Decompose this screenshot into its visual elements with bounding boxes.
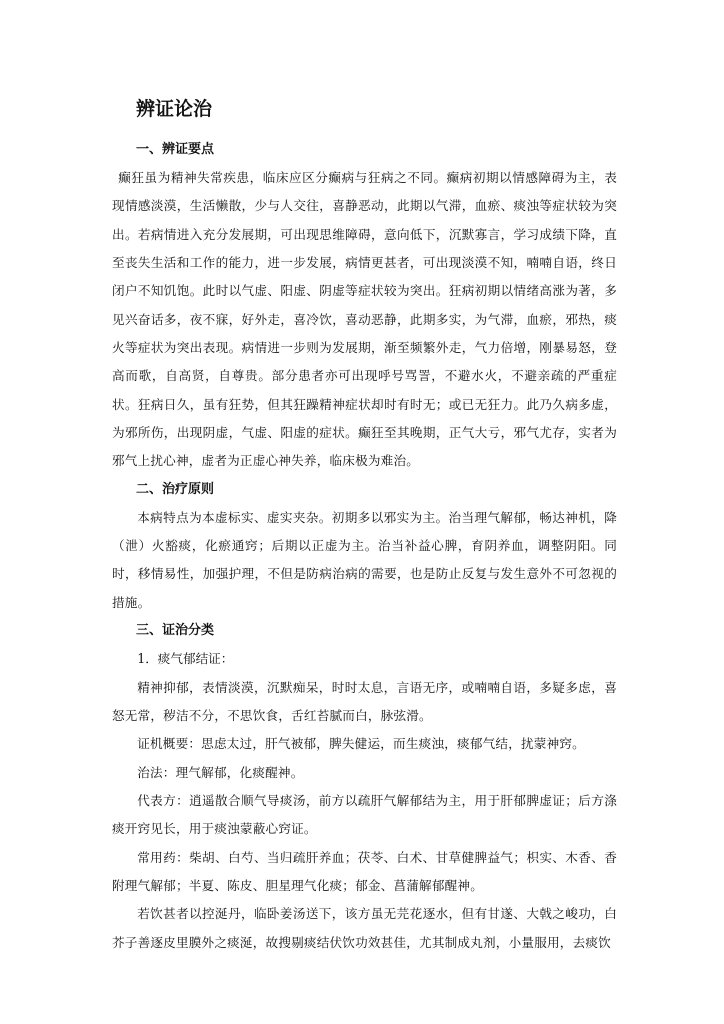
paragraph-symptoms: 精神抑郁，表情淡漠，沉默痴呆，时时太息，言语无序，或喃喃自语，多疑多虑，喜怒无常，秽洁不分，不思饮食，舌红苔腻而白，脉弦滑。 bbox=[112, 679, 617, 723]
paragraph-pathogenesis: 证机概要：思虑太过，肝气被郁，脾失健运，而生痰浊，痰郁气结，扰蒙神窍。 bbox=[137, 736, 585, 752]
paragraph-modification: 若饮甚者以控涎丹，临卧姜汤送下，该方虽无芫花逐水，但有甘遂、大戟之峻功，白芥子善逐皮里膜外之痰涎，故搜剔痰结伏饮功效甚佳，尤其制成丸剂，小量服用，去痰饮 bbox=[112, 906, 617, 950]
paragraph-key-points: 癫狂虽为精神失常疾患，临床应区分癫病与狂病之不同。癫病初期以情感障碍为主，表现情感淡漠，生活懒散，少与人交往，喜静恶动，此期以气滞，血瘀、痰浊等症状较为突出。若病情进入充分发展期，可出现思维障碍，意向低下，沉默寡言，学习成绩下降，直至丧失生活和工作的能力，进一步发展，病情更甚者，可出现淡漠不知，喃喃自语，终日闭户不知饥饱。此时以气虚、阳虚、阴虚等症状较为突出。狂病初期以情绪高涨为著，多见兴奋话多，夜不寐，好外走，喜冷饮，喜动恶静，此期多实，为气滞，血瘀，邪热，痰火等症状为突出表现。病情进一步则为发展期，渐至频繁外走，气力倍增，刚暴易怒，登高而歌，自高贤，自尊贵。部分患者亦可出现呼号骂詈，不避水火，不避亲疏的严重症状。狂病日久，虽有狂势，但其狂躁精神症状却时有时无；或已无狂力。此乃久病多虚，为邪所伤，出现阴虚，气虚、阳虚的症状。癫狂至其晚期，正气大亏，邪气尤存，实者为邪气上扰心神，虚者为正虚心神失养，临床极为难治。 bbox=[112, 170, 617, 469]
section-heading-syndrome-classification: 三、证治分类 bbox=[136, 623, 215, 639]
paragraph-treatment-principle: 本病特点为本虚标实、虚实夹杂。初期多以邪实为主。治当理气解郁，畅达神机，降（泄）火豁痰，化瘀通窍；后期以正虚为主。治当补益心脾，育阴养血，调整阴阳。同时，移情易性，加强护理，不但是防病治病的需要，也是防止反复与发生意外不可忽视的措施。 bbox=[112, 509, 617, 610]
document-page bbox=[112, 96, 617, 957]
paragraph-therapy: 治法：理气解郁，化痰醒神。 bbox=[137, 764, 304, 780]
paragraph-common-herbs: 常用药：柴胡、白芍、当归疏肝养血；茯苓、白术、甘草健脾益气；枳实、木香、香附理气解郁；半夏、陈皮、胆星理气化痰；郁金、菖蒲解郁醒神。 bbox=[112, 849, 617, 893]
page-title: 辨证论治 bbox=[136, 98, 213, 120]
section-heading-treatment-principle: 二、治疗原则 bbox=[136, 481, 215, 497]
section-heading-key-points: 一、辨证要点 bbox=[136, 142, 215, 157]
syndrome-item-title: 1．痰气郁结证： bbox=[137, 651, 234, 667]
paragraph-representative-formula: 代表方：逍遥散合顺气导痰汤，前方以疏肝气解郁结为主，用于肝郁脾虚证；后方涤痰开窍见长，用于痰浊蒙蔽心窍证。 bbox=[112, 792, 617, 837]
